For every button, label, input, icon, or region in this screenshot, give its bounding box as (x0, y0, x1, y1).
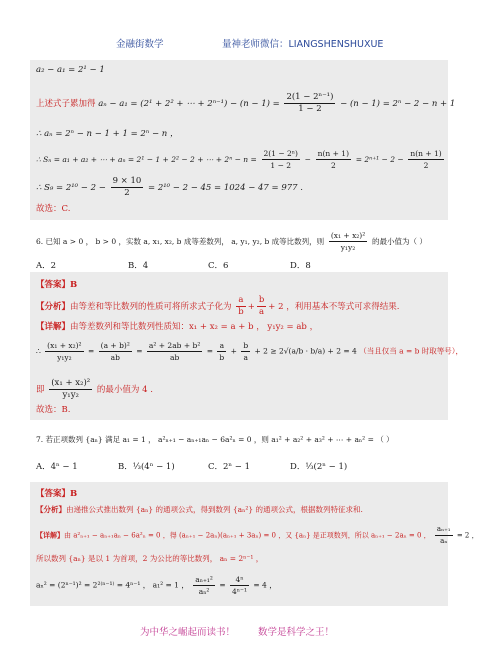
frac-den: ab (169, 353, 180, 362)
q6-work-note: （当且仅当 a = b 时取等号）， (359, 346, 464, 356)
frac-num: (x₁ + x₂)² (330, 231, 366, 240)
frac-den: 2 (423, 161, 429, 170)
q7-last-eq: = (219, 580, 226, 590)
frac-den: 4ⁿ⁻¹ (232, 587, 247, 596)
q6-detail-tag: 【详解】 (36, 322, 71, 332)
q6-work-eq1: = (87, 346, 95, 356)
q7-analysis-text: 由递推公式推出数列 {aₙ} 的通项公式，得到数列 {aₙ²} 的通项公式，根据数列特征求和. (66, 505, 363, 514)
frac-den: aₙ (440, 537, 448, 545)
frac-num: n(n + 1) (410, 149, 442, 158)
q6-concl-a: 即 (36, 385, 45, 395)
frac-num: a (236, 295, 245, 307)
frac-num: aₙ₊₁ (435, 524, 453, 536)
q6-work-frac4 (217, 340, 226, 363)
frac-den: b (238, 307, 244, 317)
q7-analysis (36, 504, 363, 516)
q6-option-d: D．8 (290, 261, 311, 271)
sol5-line5 (36, 176, 303, 199)
q7-detail (36, 524, 479, 547)
frac-den: a (259, 307, 265, 317)
frac-num: (a + b)² (100, 341, 130, 350)
q7-last (36, 574, 277, 597)
sol5-line5-frac (111, 176, 144, 199)
sol5-line4 (36, 148, 446, 171)
q6-concl-frac (49, 378, 92, 401)
frac-den: ab (110, 353, 120, 362)
sol5-line4-frac2 (316, 148, 351, 171)
frac-den: 2 (330, 161, 336, 170)
page-footer (0, 624, 474, 638)
q6-final: 故选：B. (36, 405, 71, 415)
q6-option-a: A．2 (36, 261, 57, 271)
q7-option-c: C．2ⁿ − 1 (208, 462, 251, 472)
frac-den: y₁y₂ (340, 243, 356, 252)
sol5-line4-mid: − (304, 155, 311, 164)
q6-work-frac2 (99, 340, 132, 363)
sol5-line5-a: ∴ S₉ = 2¹⁰ − 2 − (36, 183, 106, 193)
q7-stem: 7. 若正项数列 {aₙ} 满足 a₁ = 1 ， a²ₙ₊₁ − aₙ₊₁aₙ − 6a²ₙ = 0 ，则 a₁² + a₂² + a₃² + ⋯ + aₙ² = （ ） (36, 435, 394, 444)
q6-work-b: + 2 ≥ 2√(a/b · b/a) + 2 = 4 (254, 346, 357, 356)
frac-num: 4ⁿ (230, 574, 249, 586)
frac-num: (x₁ + x₂)² (47, 341, 82, 350)
frac-den: 2 (124, 188, 130, 198)
frac-num: 9 × 10 (112, 176, 142, 186)
q6-stem-a: 6. 已知 a > 0 ， b > 0 ，实数 a, x₁, x₂, b 成等差数列， a, y₁, y₂, b 成等比数列，则 (36, 237, 325, 246)
q6-work-eq3: = (206, 346, 214, 356)
frac-den: y₁y₂ (57, 353, 72, 362)
q6-work-frac3 (147, 340, 202, 363)
frac-num: b (258, 295, 265, 305)
frac-den: 1 − 2 (298, 104, 322, 114)
q6-work (36, 340, 463, 363)
sol5-line4-b: = 2ⁿ⁺¹ − 2 − (355, 155, 404, 164)
q7-detail-tag: 【详解】 (36, 530, 64, 540)
q7-last-frac1 (193, 574, 215, 597)
q6-work-frac5 (241, 340, 250, 363)
q6-analysis-b: + 2 ，利用基本不等式可求得结果. (268, 302, 400, 312)
q6-work-therefore: ∴ (36, 346, 41, 356)
sol5-line4-a: ∴ Sₙ = a₁ + a₂ + ⋯ + aₙ = 2¹ − 1 + 2² − 2 + ⋯ + 2ⁿ − n = (36, 155, 257, 164)
q6-concl-b: 的最小值为 4 . (96, 385, 153, 395)
frac-num: 2(1 − 2ⁿ) (263, 149, 298, 158)
q7-detail-frac (435, 524, 453, 547)
sol5-line4-frac1 (262, 148, 300, 171)
sol5-line1: a₂ − a₁ = 2¹ − 1 (36, 65, 105, 75)
sol5-line5-b: = 2¹⁰ − 2 − 45 = 1024 − 47 = 977 . (148, 183, 303, 193)
q7-detail-b: = 2 ， (456, 531, 479, 540)
q6-analysis-frac1 (236, 295, 245, 318)
q6-stem (36, 230, 427, 253)
q7-answer-tag: 【答案】B (36, 489, 78, 499)
frac-den: b (219, 353, 225, 362)
q7-option-b: B．⅓(4ⁿ − 1) (118, 462, 175, 472)
frac-den: aₙ² (198, 587, 210, 596)
q6-detail-a: 由等差数列和等比数列性质知：x₁ + x₂ = a + b ， y₁y₂ = ab ， (70, 322, 319, 332)
frac-den: 1 − 2 (270, 161, 292, 170)
frac-num: b (243, 341, 249, 350)
page-header (0, 36, 474, 52)
frac-num: a (217, 340, 226, 352)
header-left-title: 金融街数学 (116, 39, 164, 50)
footer-right-slogan: 数学是科学之王！ (258, 627, 335, 638)
sol5-line2-math: aₙ − a₁ = (2¹ + 2² + ⋯ + 2ⁿ⁻¹) − (n − 1) = (98, 99, 280, 109)
frac-den: y₁y₂ (62, 390, 79, 400)
q6-work-eq2: = (136, 346, 143, 356)
q7-detail-c: 所以数列 {aₙ} 是以 1 为首项，2 为公比的等比数列， aₙ = 2ⁿ⁻¹ ， (36, 554, 264, 563)
sol5-line2-frac (284, 92, 335, 115)
q6-analysis (36, 295, 399, 318)
q7-last-b: = 4 ， (253, 580, 277, 590)
frac-num: 2(1 − 2ⁿ⁻¹) (286, 92, 334, 102)
q6-conclusion (36, 378, 153, 401)
sol5-line3: ∴ aₙ = 2ⁿ − n − 1 + 1 = 2ⁿ − n ， (36, 129, 179, 139)
q7-option-a: A．4ⁿ − 1 (36, 462, 78, 472)
header-right-contact: 量神老师微信：LIANGSHENSHUXUE (222, 39, 384, 50)
sol5-line2 (36, 92, 455, 115)
q7-analysis-tag: 【分析】 (36, 505, 66, 514)
q7-last-a: aₙ² = (2ⁿ⁻¹)² = 2²⁽ⁿ⁻¹⁾ = 4ⁿ⁻¹ ， a₁² = 1 ， (36, 580, 189, 590)
sol5-line2-tail: − (n − 1) = 2ⁿ − 2 − n + 1 (340, 99, 456, 109)
q7-last-frac2 (230, 574, 249, 597)
q6-analysis-a: 由等差和等比数列的性质可将所求式子化为 (70, 302, 232, 312)
q6-stem-frac (329, 230, 367, 253)
q7-detail-a: 由 a²ₙ₊₁ − aₙ₊₁aₙ − 6a²ₙ = 0 ，得 (aₙ₊₁ − 2aₙ)(aₙ₊₁ + 3aₙ) = 0 ，又 {aₙ} 是正项数列，所以 aₙ₊₁ − 2aₙ = 0 ， (64, 531, 431, 540)
frac-num: (x₁ + x₂)² (51, 378, 91, 388)
sol5-answer: 故选：C. (36, 204, 71, 214)
q6-analysis-tag: 【分析】 (36, 302, 71, 312)
frac-den: a (243, 353, 248, 362)
q6-option-b: B．4 (128, 261, 149, 271)
q6-stem-b: 的最小值为（ ） (371, 237, 427, 246)
q6-detail (36, 321, 318, 333)
frac-num: a² + 2ab + b² (148, 341, 201, 350)
q6-work-plus: + (230, 346, 237, 356)
q6-work-frac1 (45, 340, 83, 363)
q6-analysis-plus: + (247, 302, 255, 312)
q7-option-d: D．⅓(2ⁿ − 1) (290, 462, 348, 472)
footer-left-slogan: 为中华之崛起而读书！ (139, 627, 235, 638)
q6-option-c: C．6 (208, 261, 229, 271)
frac-num: aₙ₊₁² (195, 575, 213, 584)
sol5-sum-note: 上述式子累加得 (36, 99, 96, 109)
q6-analysis-frac2 (257, 295, 266, 318)
sol5-line4-frac3 (408, 148, 443, 171)
q6-answer-tag: 【答案】B (36, 280, 78, 290)
frac-num: n(n + 1) (317, 149, 350, 158)
